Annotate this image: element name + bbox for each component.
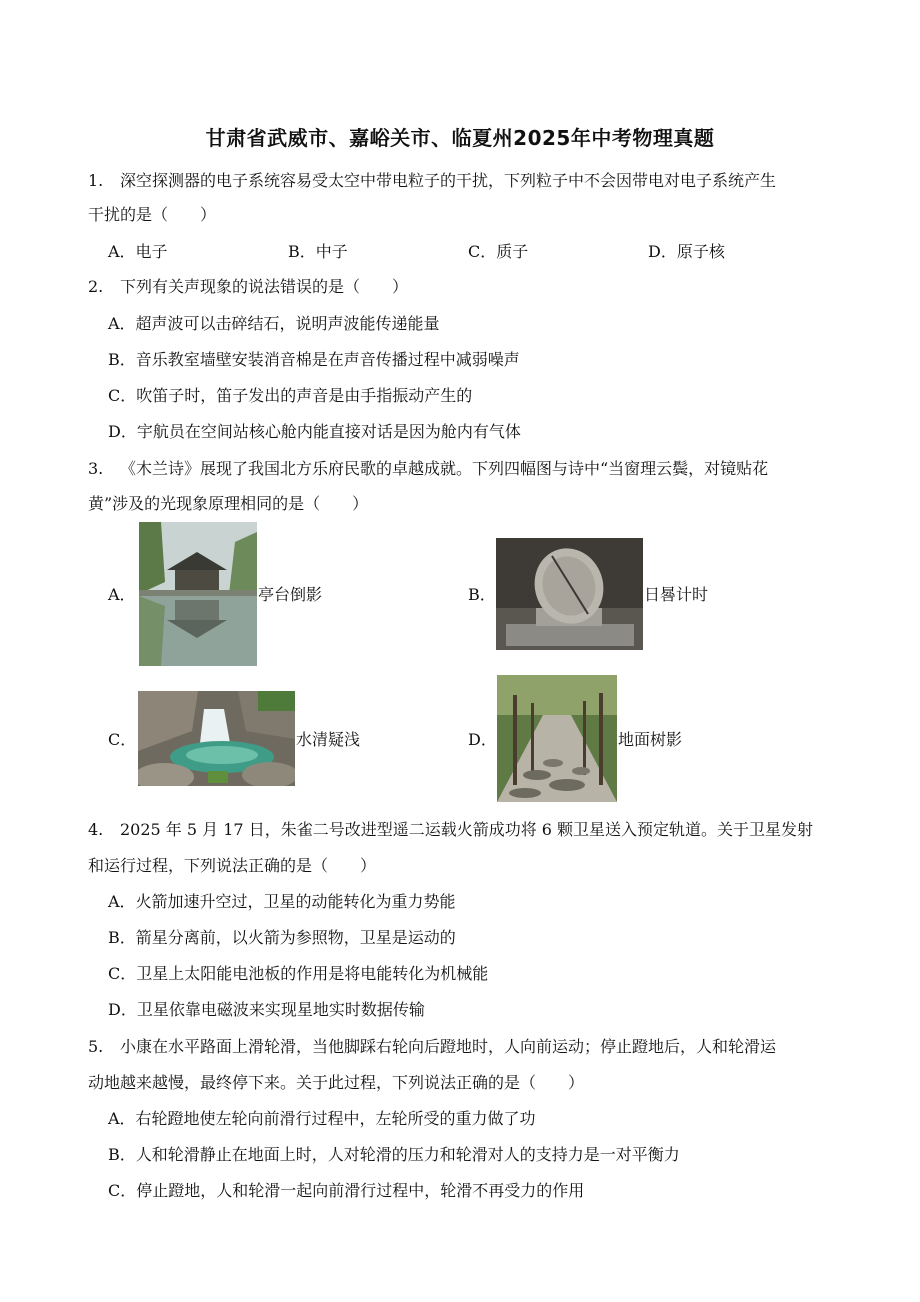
q3-option-d-caption: 地面树影 (618, 730, 683, 749)
q1-option-b: B．中子 (288, 242, 348, 261)
question-number: 1. (88, 171, 104, 190)
page-title: 甘肃省武威市、嘉峪关市、临夏州2025年中考物理真题 (205, 126, 715, 150)
q5-option-c: C．停止蹬地，人和轮滑一起向前滑行过程中，轮滑不再受力的作用 (108, 1181, 585, 1200)
q4-option-c: C．卫星上太阳能电池板的作用是将电能转化为机械能 (108, 964, 489, 983)
q3-option-c-caption: 水清疑浅 (296, 730, 361, 749)
q4-option-a: A．火箭加速升空过，卫星的动能转化为重力势能 (108, 892, 456, 911)
clear-water-photo (138, 691, 295, 786)
q1-option-c: C．质子 (468, 242, 529, 261)
question-4-line-2: 和运行过程，下列说法正确的是（ ） (88, 856, 377, 875)
question-4-line-1: 4. 2025 年 5 月 17 日，朱雀二号改进型遥二运载火箭成功将 6 颗卫星送入预定轨道。关于卫星发射 (88, 820, 814, 839)
pavilion-reflection-photo (139, 522, 257, 666)
question-number: 3. (88, 459, 104, 478)
question-5-line-1: 5. 小康在水平路面上滑轮滑，当他脚踩右轮向后蹬地时，人向前运动；停止蹬地后，人和轮滑运 (88, 1037, 777, 1056)
q3-option-b-letter: B． (468, 585, 496, 604)
q2-option-a: A．超声波可以击碎结石，说明声波能传递能量 (108, 314, 440, 333)
question-number: 4. (88, 820, 104, 839)
question-1-line-2: 干扰的是（ ） (88, 205, 217, 224)
question-2-line-1: 2. 下列有关声现象的说法错误的是（ ） (88, 277, 409, 296)
q4-option-b: B．箭星分离前，以火箭为参照物，卫星是运动的 (108, 928, 456, 947)
q5-option-a: A．右轮蹬地使左轮向前滑行过程中，左轮所受的重力做了功 (108, 1109, 536, 1128)
q3-option-a-letter: A． (108, 585, 136, 604)
question-1-line-1: 1. 深空探测器的电子系统容易受太空中带电粒子的干扰，下列粒子中不会因带电对电子系统产生 (88, 171, 777, 190)
question-number: 2. (88, 277, 104, 296)
sundial-photo (496, 538, 643, 650)
q3-option-c-letter: C． (108, 730, 137, 749)
tree-shadow-photo (497, 675, 617, 802)
question-5-line-2: 动地越来越慢，最终停下来。关于此过程，下列说法正确的是（ ） (88, 1073, 585, 1092)
q5-option-b: B．人和轮滑静止在地面上时，人对轮滑的压力和轮滑对人的支持力是一对平衡力 (108, 1145, 680, 1164)
q3-option-a-caption: 亭台倒影 (258, 585, 323, 604)
question-3-line-2: 黄”涉及的光现象原理相同的是（ ） (88, 494, 369, 513)
q2-option-c: C．吹笛子时，笛子发出的声音是由手指振动产生的 (108, 386, 473, 405)
q4-option-d: D．卫星依靠电磁波来实现星地实时数据传输 (108, 1000, 425, 1019)
question-number: 5. (88, 1037, 104, 1056)
q2-option-b: B．音乐教室墙壁安装消音棉是在声音传播过程中减弱噪声 (108, 350, 520, 369)
question-3-line-1: 3. 《木兰诗》展现了我国北方乐府民歌的卓越成就。下列四幅图与诗中“当窗理云鬓，对镜贴花 (88, 459, 769, 478)
q2-option-d: D．宇航员在空间站核心舱内能直接对话是因为舱内有气体 (108, 422, 521, 441)
q1-option-a: A．电子 (108, 242, 168, 261)
q1-option-d: D．原子核 (648, 242, 725, 261)
q3-option-d-letter: D． (468, 730, 497, 749)
q3-option-b-caption: 日晷计时 (644, 585, 709, 604)
